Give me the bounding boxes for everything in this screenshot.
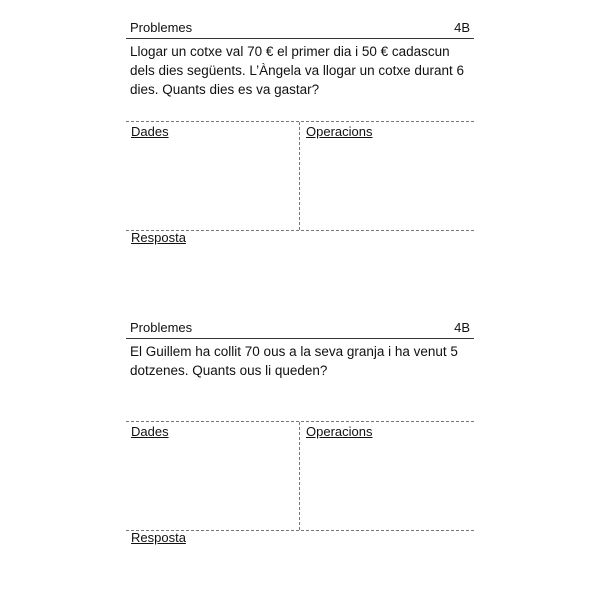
problem-statement: El Guillem ha collit 70 ous a la seva granja i ha venut 5 dotzenes. Quants ous li queden? (130, 344, 458, 378)
problem-statement: Llogar un cotxe val 70 € el primer dia i 50 € cadascun dels dies següents. L’Àngela va llogar un cotxe durant 6 dies. Quants dies es va gastar? (130, 44, 464, 97)
operations-section-label: Operacions (306, 424, 373, 439)
problem-card (126, 18, 474, 245)
operations-section-label: Operacions (306, 124, 373, 139)
card-header (126, 318, 474, 339)
card-title: Problemes (130, 320, 193, 335)
card-code: 4B (454, 320, 470, 335)
card-header (126, 18, 474, 39)
grid-divider (299, 422, 300, 530)
answer-section-label: Resposta (131, 530, 186, 545)
work-grid (126, 421, 474, 531)
work-grid (126, 121, 474, 231)
grid-divider (299, 122, 300, 230)
card-title: Problemes (130, 20, 193, 35)
card-code: 4B (454, 20, 470, 35)
data-section-label: Dades (131, 124, 169, 139)
data-section-label: Dades (131, 424, 169, 439)
problem-card (126, 318, 474, 545)
answer-section-label: Resposta (131, 230, 186, 245)
